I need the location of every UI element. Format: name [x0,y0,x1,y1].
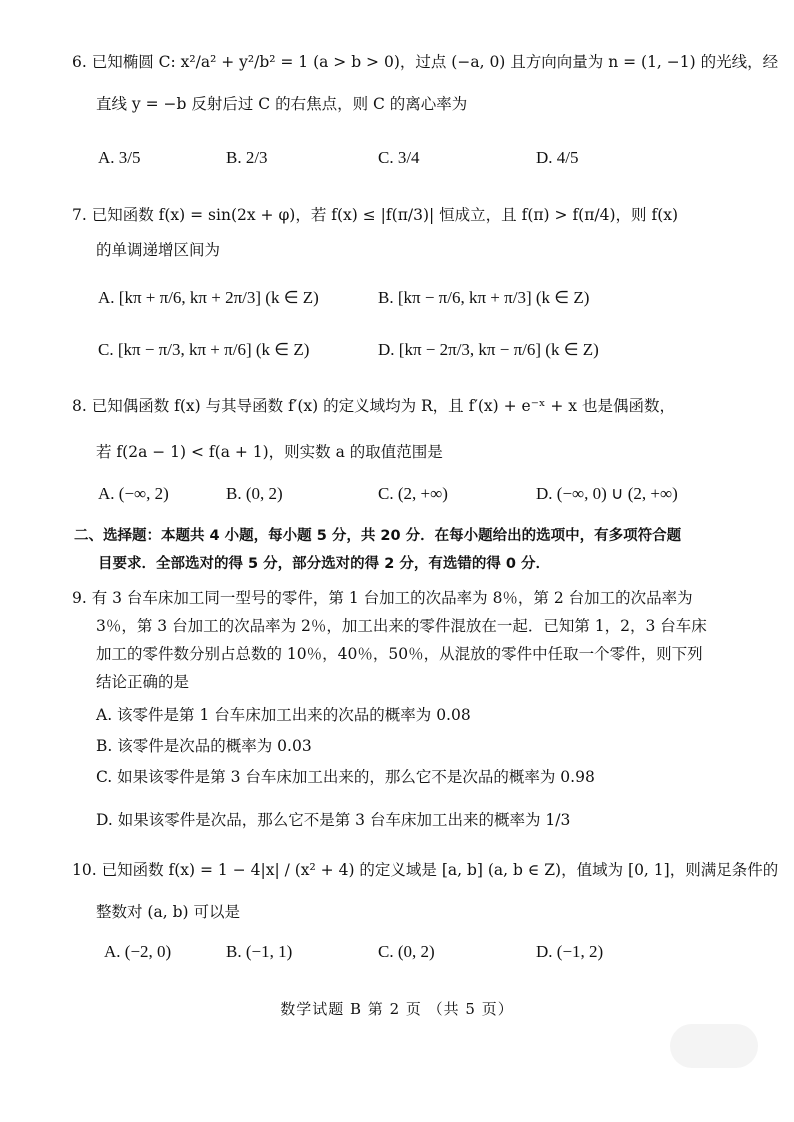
q7-stem-line2: 的单调递增区间为 [96,241,221,259]
q7-option-a: A. [kπ + π/6, kπ + 2π/3] (k ∈ Z) [98,288,319,307]
q8-stem-line2: 若 f(2a − 1) < f(a + 1)，则实数 a 的取值范围是 [96,443,443,461]
q9-option-b: B. 该零件是次品的概率为 0.03 [96,737,312,755]
q6-option-c: C. 3/4 [378,148,420,167]
q9-stem-line1: 9. 有 3 台车床加工同一型号的零件，第 1 台加工的次品率为 8％，第 2 台加工的次品率为 [72,589,693,607]
q9-stem-line2: 3％，第 3 台加工的次品率为 2％，加工出来的零件混放在一起．已知第 1，2，3 台车床 [96,617,707,635]
section2-heading-line2: 目要求．全部选对的得 5 分，部分选对的得 2 分，有选错的得 0 分． [98,556,551,572]
q9-option-a: A. 该零件是第 1 台车床加工出来的次品的概率为 0.08 [96,706,471,724]
q8-stem-line1: 8. 已知偶函数 f(x) 与其导函数 f′(x) 的定义域均为 R，且 f′(x) + e⁻ˣ + x 也是偶函数， [72,397,675,415]
q9-option-c: C. 如果该零件是第 3 台车床加工出来的，那么它不是次品的概率为 0.98 [96,768,595,786]
watermark-blur [670,1024,758,1068]
q9-option-d: D. 如果该零件是次品，那么它不是第 3 台车床加工出来的概率为 1/3 [96,811,571,829]
q9-stem-line4: 结论正确的是 [96,673,190,691]
q7-stem-line1: 7. 已知函数 f(x) = sin(2x + φ)，若 f(x) ≤ |f(π/3)| 恒成立，且 f(π) > f(π/4)，则 f(x) [72,206,679,224]
page-footer: 数学试题 B 第 2 页 （共 5 页） [280,1000,514,1018]
q7-option-d: D. [kπ − 2π/3, kπ − π/6] (k ∈ Z) [378,340,599,359]
q8-option-d: D. (−∞, 0) ∪ (2, +∞) [536,484,678,503]
q10-option-d: D. (−1, 2) [536,942,604,961]
q10-option-c: C. (0, 2) [378,942,435,961]
q10-option-a: A. (−2, 0) [104,942,172,961]
q6-option-b: B. 2/3 [226,148,268,167]
q6-option-d: D. 4/5 [536,148,579,167]
q9-stem-line3: 加工的零件数分别占总数的 10％，40％，50％，从混放的零件中任取一个零件，则下列 [96,645,703,663]
q6-stem-line2: 直线 y = −b 反射后过 C 的右焦点，则 C 的离心率为 [96,95,468,113]
q8-option-c: C. (2, +∞) [378,484,448,503]
q6-option-a: A. 3/5 [98,148,141,167]
q10-stem-line1: 10. 已知函数 f(x) = 1 − 4|x| / (x² + 4) 的定义域是 [a, b] (a, b ∈ Z)，值域为 [0, 1]，则满足条件的 [72,861,779,879]
q6-stem-line1: 6. 已知椭圆 C: x²/a² + y²/b² = 1 (a > b > 0)，过点 (−a, 0) 且方向向量为 n = (1, −1) 的光线，经 [72,53,779,71]
q10-option-b: B. (−1, 1) [226,942,293,961]
q7-option-b: B. [kπ − π/6, kπ + π/3] (k ∈ Z) [378,288,590,307]
q8-option-a: A. (−∞, 2) [98,484,169,503]
q10-stem-line2: 整数对 (a, b) 可以是 [96,903,240,921]
q8-option-b: B. (0, 2) [226,484,283,503]
section2-heading-line1: 二、选择题：本题共 4 小题，每小题 5 分，共 20 分．在每小题给出的选项中，有多项符合题 [74,528,682,544]
q7-option-c: C. [kπ − π/3, kπ + π/6] (k ∈ Z) [98,340,310,359]
